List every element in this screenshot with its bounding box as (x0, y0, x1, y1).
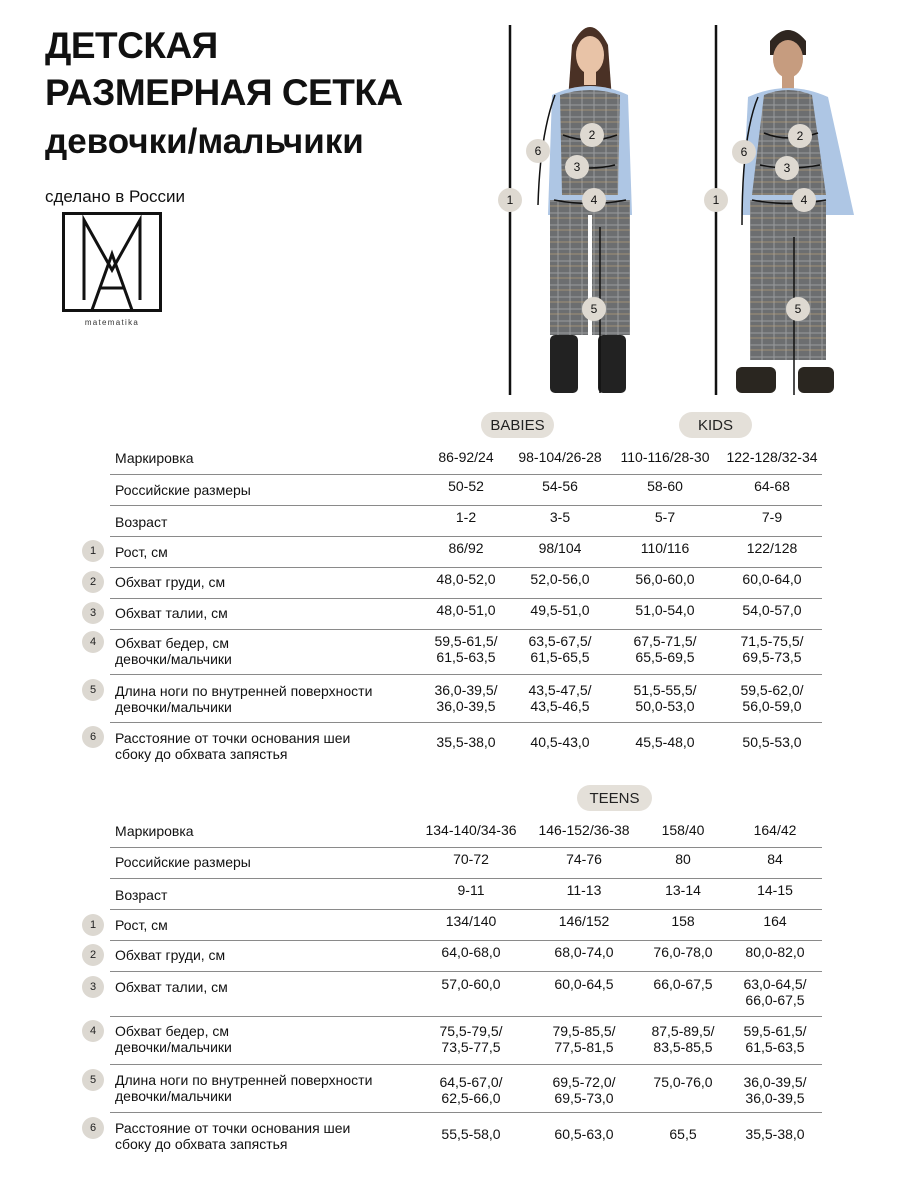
table-row (89, 567, 822, 599)
size-value-cell: 87,5-89,5/ 83,5-85,5 (651, 1023, 715, 1055)
row-label: Рост, см (115, 544, 168, 560)
size-value-cell: 164 (763, 913, 787, 929)
size-value-cell: 76,0-78,0 (653, 944, 713, 960)
size-value-cell: 59,5-61,5/ 61,5-63,5 (434, 633, 498, 665)
size-value-cell: 158/40 (661, 822, 705, 838)
size-value-cell: 59,5-61,5/ 61,5-63,5 (743, 1023, 807, 1055)
row-label: Рост, см (115, 917, 168, 933)
size-value-cell: 69,5-72,0/ 69,5-73,0 (552, 1074, 616, 1106)
size-value-cell: 60,5-63,0 (554, 1126, 614, 1142)
row-label: Обхват бедер, см девочки/мальчики (115, 635, 232, 667)
size-value-cell: 51,5-55,5/ 50,0-53,0 (633, 682, 697, 714)
size-value-cell: 122-128/32-34 (726, 449, 818, 465)
girl-marker-6: 6 (534, 144, 542, 158)
size-value-cell: 110-116/28-30 (620, 449, 710, 465)
boy-marker-1: 1 (712, 193, 720, 207)
size-value-cell: 57,0-60,0 (441, 976, 501, 992)
row-label: Обхват бедер, см девочки/мальчики (115, 1023, 232, 1055)
size-value-cell: 3-5 (549, 509, 571, 525)
page-subtitle: девочки/мальчики (45, 122, 364, 161)
size-value-cell: 134/140 (445, 913, 497, 929)
size-value-cell: 59,5-62,0/ 56,0-59,0 (740, 682, 804, 714)
size-value-cell: 110/116 (640, 540, 690, 556)
measurement-number-badge: 3 (82, 602, 104, 624)
size-value-cell: 48,0-52,0 (436, 571, 496, 587)
boy-marker-2: 2 (796, 129, 804, 143)
measurement-number-badge: 5 (82, 679, 104, 701)
size-value-cell: 54,0-57,0 (742, 602, 802, 618)
brand-logo-text: matematika (84, 318, 140, 327)
group-pill-teens: TEENS (577, 785, 652, 811)
size-value-cell: 63,0-64,5/ 66,0-67,5 (743, 976, 807, 1008)
row-label: Маркировка (115, 450, 194, 466)
size-value-cell: 5-7 (654, 509, 676, 525)
page-title (45, 22, 403, 116)
measurement-number-badge: 6 (82, 1117, 104, 1139)
row-label: Обхват груди, см (115, 574, 226, 590)
table-row (110, 815, 822, 848)
boy-marker-4: 4 (800, 193, 808, 207)
size-value-cell: 13-14 (665, 882, 701, 898)
girl-marker-5: 5 (590, 302, 598, 316)
size-value-cell: 40,5-43,0 (530, 734, 590, 750)
girl-marker-2: 2 (588, 128, 596, 142)
row-label: Обхват талии, см (115, 605, 228, 621)
size-value-cell: 7-9 (761, 509, 783, 525)
boy-marker-5: 5 (794, 302, 802, 316)
title-line-2: РАЗМЕРНАЯ СЕТКА (45, 72, 403, 113)
size-value-cell: 98/104 (538, 540, 582, 556)
table-row (89, 674, 822, 723)
title-line-1: ДЕТСКАЯ (45, 25, 218, 66)
size-value-cell: 50-52 (448, 478, 484, 494)
size-value-cell: 68,0-74,0 (554, 944, 614, 960)
size-value-cell: 35,5-38,0 (745, 1126, 805, 1142)
row-label: Российские размеры (115, 482, 251, 498)
measurement-number-badge: 4 (82, 1020, 104, 1042)
size-value-cell: 158 (671, 913, 695, 929)
size-value-cell: 58-60 (647, 478, 683, 494)
size-value-cell: 146-152/36-38 (538, 822, 630, 838)
table-row (89, 909, 822, 941)
size-value-cell: 60,0-64,0 (742, 571, 802, 587)
size-value-cell: 52,0-56,0 (530, 571, 590, 587)
size-value-cell: 64-68 (754, 478, 790, 494)
size-value-cell: 49,5-51,0 (530, 602, 590, 618)
size-value-cell: 86-92/24 (438, 449, 494, 465)
size-value-cell: 64,0-68,0 (441, 944, 501, 960)
size-value-cell: 86/92 (448, 540, 484, 556)
size-value-cell: 146/152 (558, 913, 610, 929)
size-value-cell: 75,0-76,0 (653, 1074, 713, 1090)
size-value-cell: 43,5-47,5/ 43,5-46,5 (528, 682, 592, 714)
table-row (89, 940, 822, 972)
row-label: Маркировка (115, 823, 194, 839)
size-value-cell: 50,5-53,0 (742, 734, 802, 750)
table-row (89, 971, 822, 1017)
size-value-cell: 122/128 (746, 540, 798, 556)
row-label: Обхват груди, см (115, 947, 226, 963)
table-row (110, 847, 822, 879)
boy-marker-6: 6 (740, 145, 748, 159)
size-value-cell: 9-11 (457, 882, 485, 898)
made-in-label: сделано в России (45, 187, 186, 206)
size-value-cell: 54-56 (542, 478, 578, 494)
size-value-cell: 60,0-64,5 (554, 976, 614, 992)
measurement-number-badge: 3 (82, 976, 104, 998)
table-row (89, 536, 822, 568)
size-measurement-figures (480, 15, 880, 410)
size-value-cell: 11-13 (566, 882, 602, 898)
measurement-number-badge: 4 (82, 631, 104, 653)
size-value-cell: 98-104/26-28 (518, 449, 602, 465)
row-label: Возраст (115, 514, 168, 530)
size-value-cell: 80,0-82,0 (745, 944, 805, 960)
girl-figure (510, 25, 632, 395)
size-value-cell: 14-15 (757, 882, 793, 898)
table-row (110, 474, 822, 506)
row-label: Российские размеры (115, 854, 251, 870)
size-value-cell: 134-140/34-36 (425, 822, 517, 838)
table-row (110, 505, 822, 537)
size-value-cell: 66,0-67,5 (653, 976, 713, 992)
measurement-number-badge: 2 (82, 571, 104, 593)
size-value-cell: 36,0-39,5/ 36,0-39,5 (743, 1074, 807, 1106)
size-value-cell: 64,5-67,0/ 62,5-66,0 (439, 1074, 503, 1106)
measurement-number-badge: 5 (82, 1069, 104, 1091)
table-row (89, 1064, 822, 1113)
size-value-cell: 70-72 (453, 851, 489, 867)
row-label: Длина ноги по внутренней поверхности девочки/мальчики (115, 1072, 373, 1104)
size-value-cell: 48,0-51,0 (436, 602, 496, 618)
size-value-cell: 1-2 (455, 509, 477, 525)
row-label: Возраст (115, 887, 168, 903)
size-value-cell: 63,5-67,5/ 61,5-65,5 (528, 633, 592, 665)
brand-logo (62, 212, 162, 312)
size-value-cell: 164/42 (753, 822, 797, 838)
size-value-cell: 65,5 (669, 1126, 697, 1142)
size-value-cell: 35,5-38,0 (436, 734, 496, 750)
measurement-number-badge: 6 (82, 726, 104, 748)
girl-marker-1: 1 (506, 193, 514, 207)
boy-marker-3: 3 (783, 161, 791, 175)
table-row (89, 629, 822, 675)
size-value-cell: 51,0-54,0 (635, 602, 695, 618)
girl-marker-4: 4 (590, 193, 598, 207)
size-value-cell: 84 (767, 851, 783, 867)
group-pill-kids: KIDS (679, 412, 752, 438)
size-value-cell: 45,5-48,0 (635, 734, 695, 750)
measurement-number-badge: 2 (82, 944, 104, 966)
measurement-number-badge: 1 (82, 540, 104, 562)
row-label: Расстояние от точки основания шеи сбоку до обхвата запястья (115, 1120, 351, 1152)
row-label: Обхват талии, см (115, 979, 228, 995)
group-pill-babies: BABIES (481, 412, 554, 438)
boy-figure (716, 25, 854, 395)
size-value-cell: 56,0-60,0 (635, 571, 695, 587)
table-row (89, 1112, 822, 1158)
size-value-cell: 71,5-75,5/ 69,5-73,5 (740, 633, 804, 665)
table-row (89, 598, 822, 630)
table-row (110, 878, 822, 910)
girl-marker-3: 3 (573, 160, 581, 174)
size-value-cell: 80 (675, 851, 691, 867)
size-value-cell: 74-76 (566, 851, 602, 867)
size-value-cell: 79,5-85,5/ 77,5-81,5 (552, 1023, 616, 1055)
size-value-cell: 67,5-71,5/ 65,5-69,5 (633, 633, 697, 665)
size-value-cell: 75,5-79,5/ 73,5-77,5 (439, 1023, 503, 1055)
row-label: Расстояние от точки основания шеи сбоку до обхвата запястья (115, 730, 351, 762)
row-label: Длина ноги по внутренней поверхности девочки/мальчики (115, 683, 373, 715)
size-value-cell: 55,5-58,0 (441, 1126, 501, 1142)
table-row (89, 722, 822, 768)
table-row (110, 442, 822, 475)
size-value-cell: 36,0-39,5/ 36,0-39,5 (434, 682, 498, 714)
measurement-number-badge: 1 (82, 914, 104, 936)
table-row (89, 1016, 822, 1065)
